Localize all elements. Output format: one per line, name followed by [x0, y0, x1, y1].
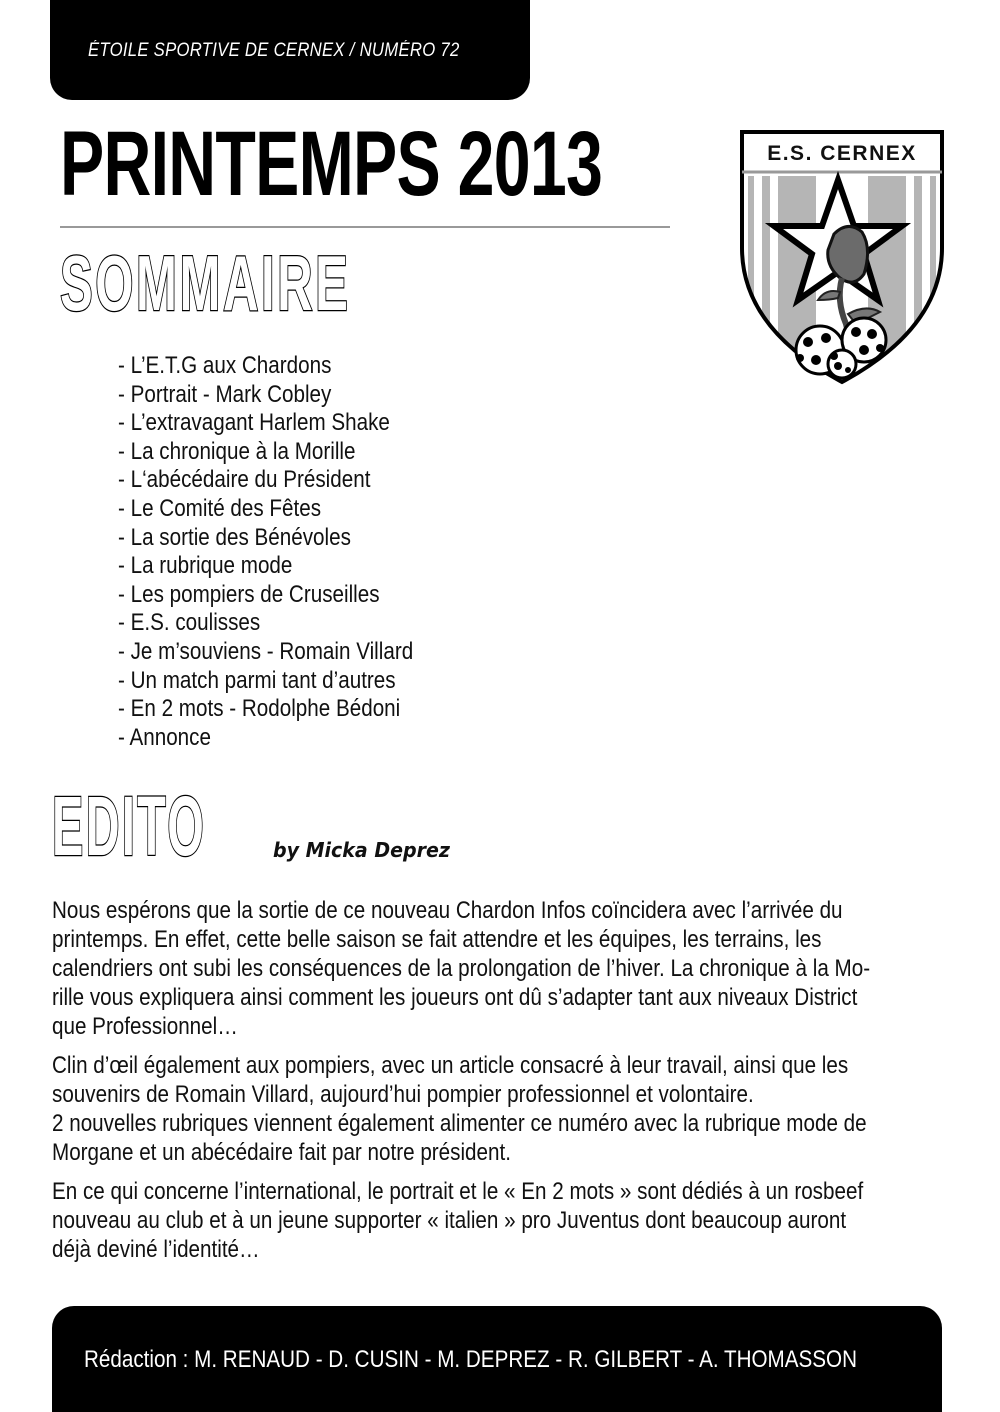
header-banner	[50, 0, 530, 100]
text-line: 2 nouvelles rubriques viennent également alimenter ce numéro avec la rubrique mode de	[52, 1110, 867, 1137]
edito-paragraph	[52, 1177, 946, 1264]
toc-item: - Un match parmi tant d’autres	[118, 666, 396, 694]
crest-stripe	[930, 176, 936, 386]
toc-item: - La rubrique mode	[118, 552, 293, 580]
text-line: Morgane et un abécédaire fait par notre président.	[52, 1139, 511, 1166]
toc-item: - La chronique à la Morille	[118, 437, 356, 465]
editorial-credits: Rédaction : M. RENAUD - D. CUSIN - M. DEPREZ - R. GILBERT - A. THOMASSON	[84, 1346, 857, 1373]
title-divider	[60, 226, 670, 228]
edito-body	[52, 896, 946, 1274]
text-line: déjà deviné l’identité…	[52, 1236, 260, 1263]
toc-item: - En 2 mots - Rodolphe Bédoni	[118, 695, 401, 723]
footer-banner	[52, 1306, 942, 1412]
text-line: souvenirs de Romain Villard, aujourd’hui pompier professionnel et volontaire.	[52, 1081, 754, 1108]
toc-item: - L‘abécédaire du Président	[118, 466, 371, 494]
crest-text: E.S. CERNEX	[767, 142, 917, 165]
toc-item: - L’extravagant Harlem Shake	[118, 409, 390, 437]
toc-item: - L’E.T.G aux Chardons	[118, 352, 332, 379]
sommaire-heading: SOMMAIRE	[60, 239, 351, 327]
crest-stripe	[762, 176, 770, 386]
text-line: printemps. En effet, cette belle saison se fait attendre et les équipes, les terrains, les	[52, 926, 822, 953]
toc-item: - E.S. coulisses	[118, 609, 261, 637]
toc-item: - Les pompiers de Cruseilles	[118, 580, 380, 608]
page-title: PRINTEMPS 2013	[60, 113, 603, 215]
text-line: Nous espérons que la sortie de ce nouveau Chardon Infos coïncidera avec l’arrivée du	[52, 897, 843, 924]
text-line: nouveau au club et à un jeune supporter « italien » pro Juventus dont beaucoup auront	[52, 1207, 847, 1234]
crest-stripe	[748, 176, 754, 386]
text-line: En ce qui concerne l’international, le portrait et le « En 2 mots » sont dédiés à un rosbeef	[52, 1178, 864, 1205]
edito-paragraph	[52, 896, 946, 1041]
text-line: rille vous expliquera ainsi comment les joueurs ont dû s’adapter tant aux niveaux District	[52, 984, 858, 1011]
table-of-contents	[118, 352, 461, 752]
toc-item: - Le Comité des Fêtes	[118, 494, 322, 522]
text-line: calendriers ont subi les conséquences de la prolongation de l’hiver. La chronique à la Mo-	[52, 955, 871, 982]
text-line: que Professionnel…	[52, 1013, 238, 1040]
toc-item: - Portrait - Mark Cobley	[118, 380, 332, 408]
edito-heading: EDITO	[52, 779, 207, 873]
club-crest-icon	[738, 128, 946, 386]
toc-item: - Annonce	[118, 723, 211, 751]
crest-stripe	[914, 176, 922, 386]
issue-label: ÉTOILE SPORTIVE DE CERNEX / NUMÉRO 72	[88, 40, 460, 61]
toc-item: - Je m’souviens - Romain Villard	[118, 637, 414, 665]
edito-byline: by Micka Deprez	[273, 838, 450, 862]
toc-item: - La sortie des Bénévoles	[118, 523, 351, 551]
text-line: Clin d’œil également aux pompiers, avec un article consacré à leur travail, ainsi que les	[52, 1052, 849, 1079]
edito-paragraph	[52, 1051, 946, 1167]
